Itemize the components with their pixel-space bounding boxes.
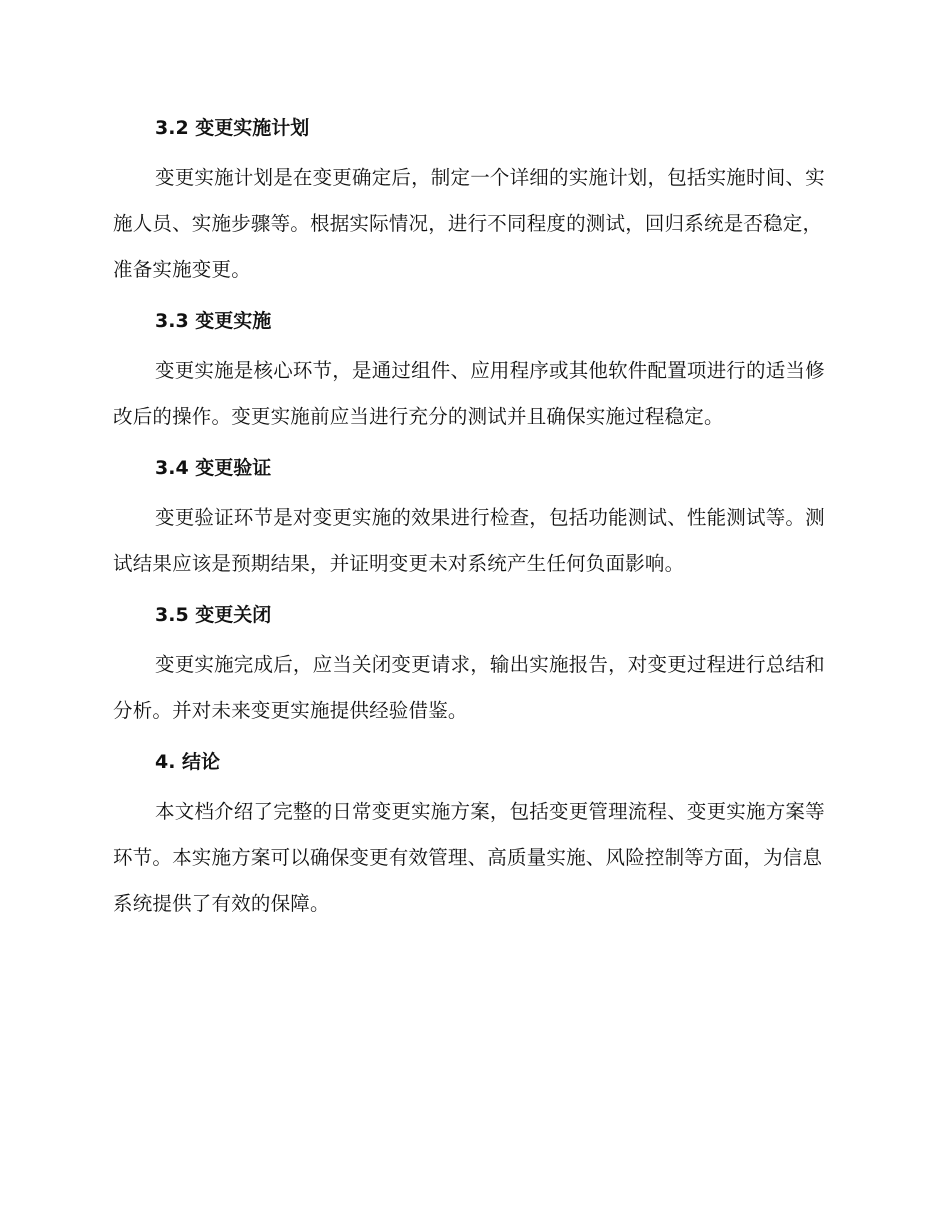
document-body bbox=[113, 112, 831, 939]
section-heading: 3.5 变更关闭 bbox=[155, 604, 272, 626]
section-heading: 4. 结论 bbox=[155, 751, 221, 773]
section-paragraph: 变更验证环节是对变更实施的效果进行检查，包括功能测试、性能测试等。测试结果应该是预期结果，并证明变更未对系统产生任何负面影响。 bbox=[113, 506, 825, 575]
section-3-5 bbox=[113, 599, 831, 734]
section-paragraph: 变更实施计划是在变更确定后，制定一个详细的实施计划，包括实施时间、实施人员、实施步骤等。根据实际情况，进行不同程度的测试，回归系统是否稳定，准备实施变更。 bbox=[113, 166, 825, 281]
section-heading: 3.4 变更验证 bbox=[155, 457, 272, 479]
section-heading: 3.3 变更实施 bbox=[155, 310, 272, 332]
section-paragraph: 变更实施完成后，应当关闭变更请求，输出实施报告，对变更过程进行总结和分析。并对未来变更实施提供经验借鉴。 bbox=[113, 653, 825, 722]
section-3-3 bbox=[113, 305, 831, 440]
section-3-2 bbox=[113, 112, 831, 293]
section-paragraph: 变更实施是核心环节，是通过组件、应用程序或其他软件配置项进行的适当修改后的操作。变更实施前应当进行充分的测试并且确保实施过程稳定。 bbox=[113, 359, 825, 428]
section-4-conclusion bbox=[113, 746, 831, 927]
section-3-4 bbox=[113, 452, 831, 587]
section-paragraph: 本文档介绍了完整的日常变更实施方案，包括变更管理流程、变更实施方案等环节。本实施方案可以确保变更有效管理、高质量实施、风险控制等方面，为信息系统提供了有效的保障。 bbox=[113, 800, 825, 915]
section-heading: 3.2 变更实施计划 bbox=[155, 117, 310, 139]
